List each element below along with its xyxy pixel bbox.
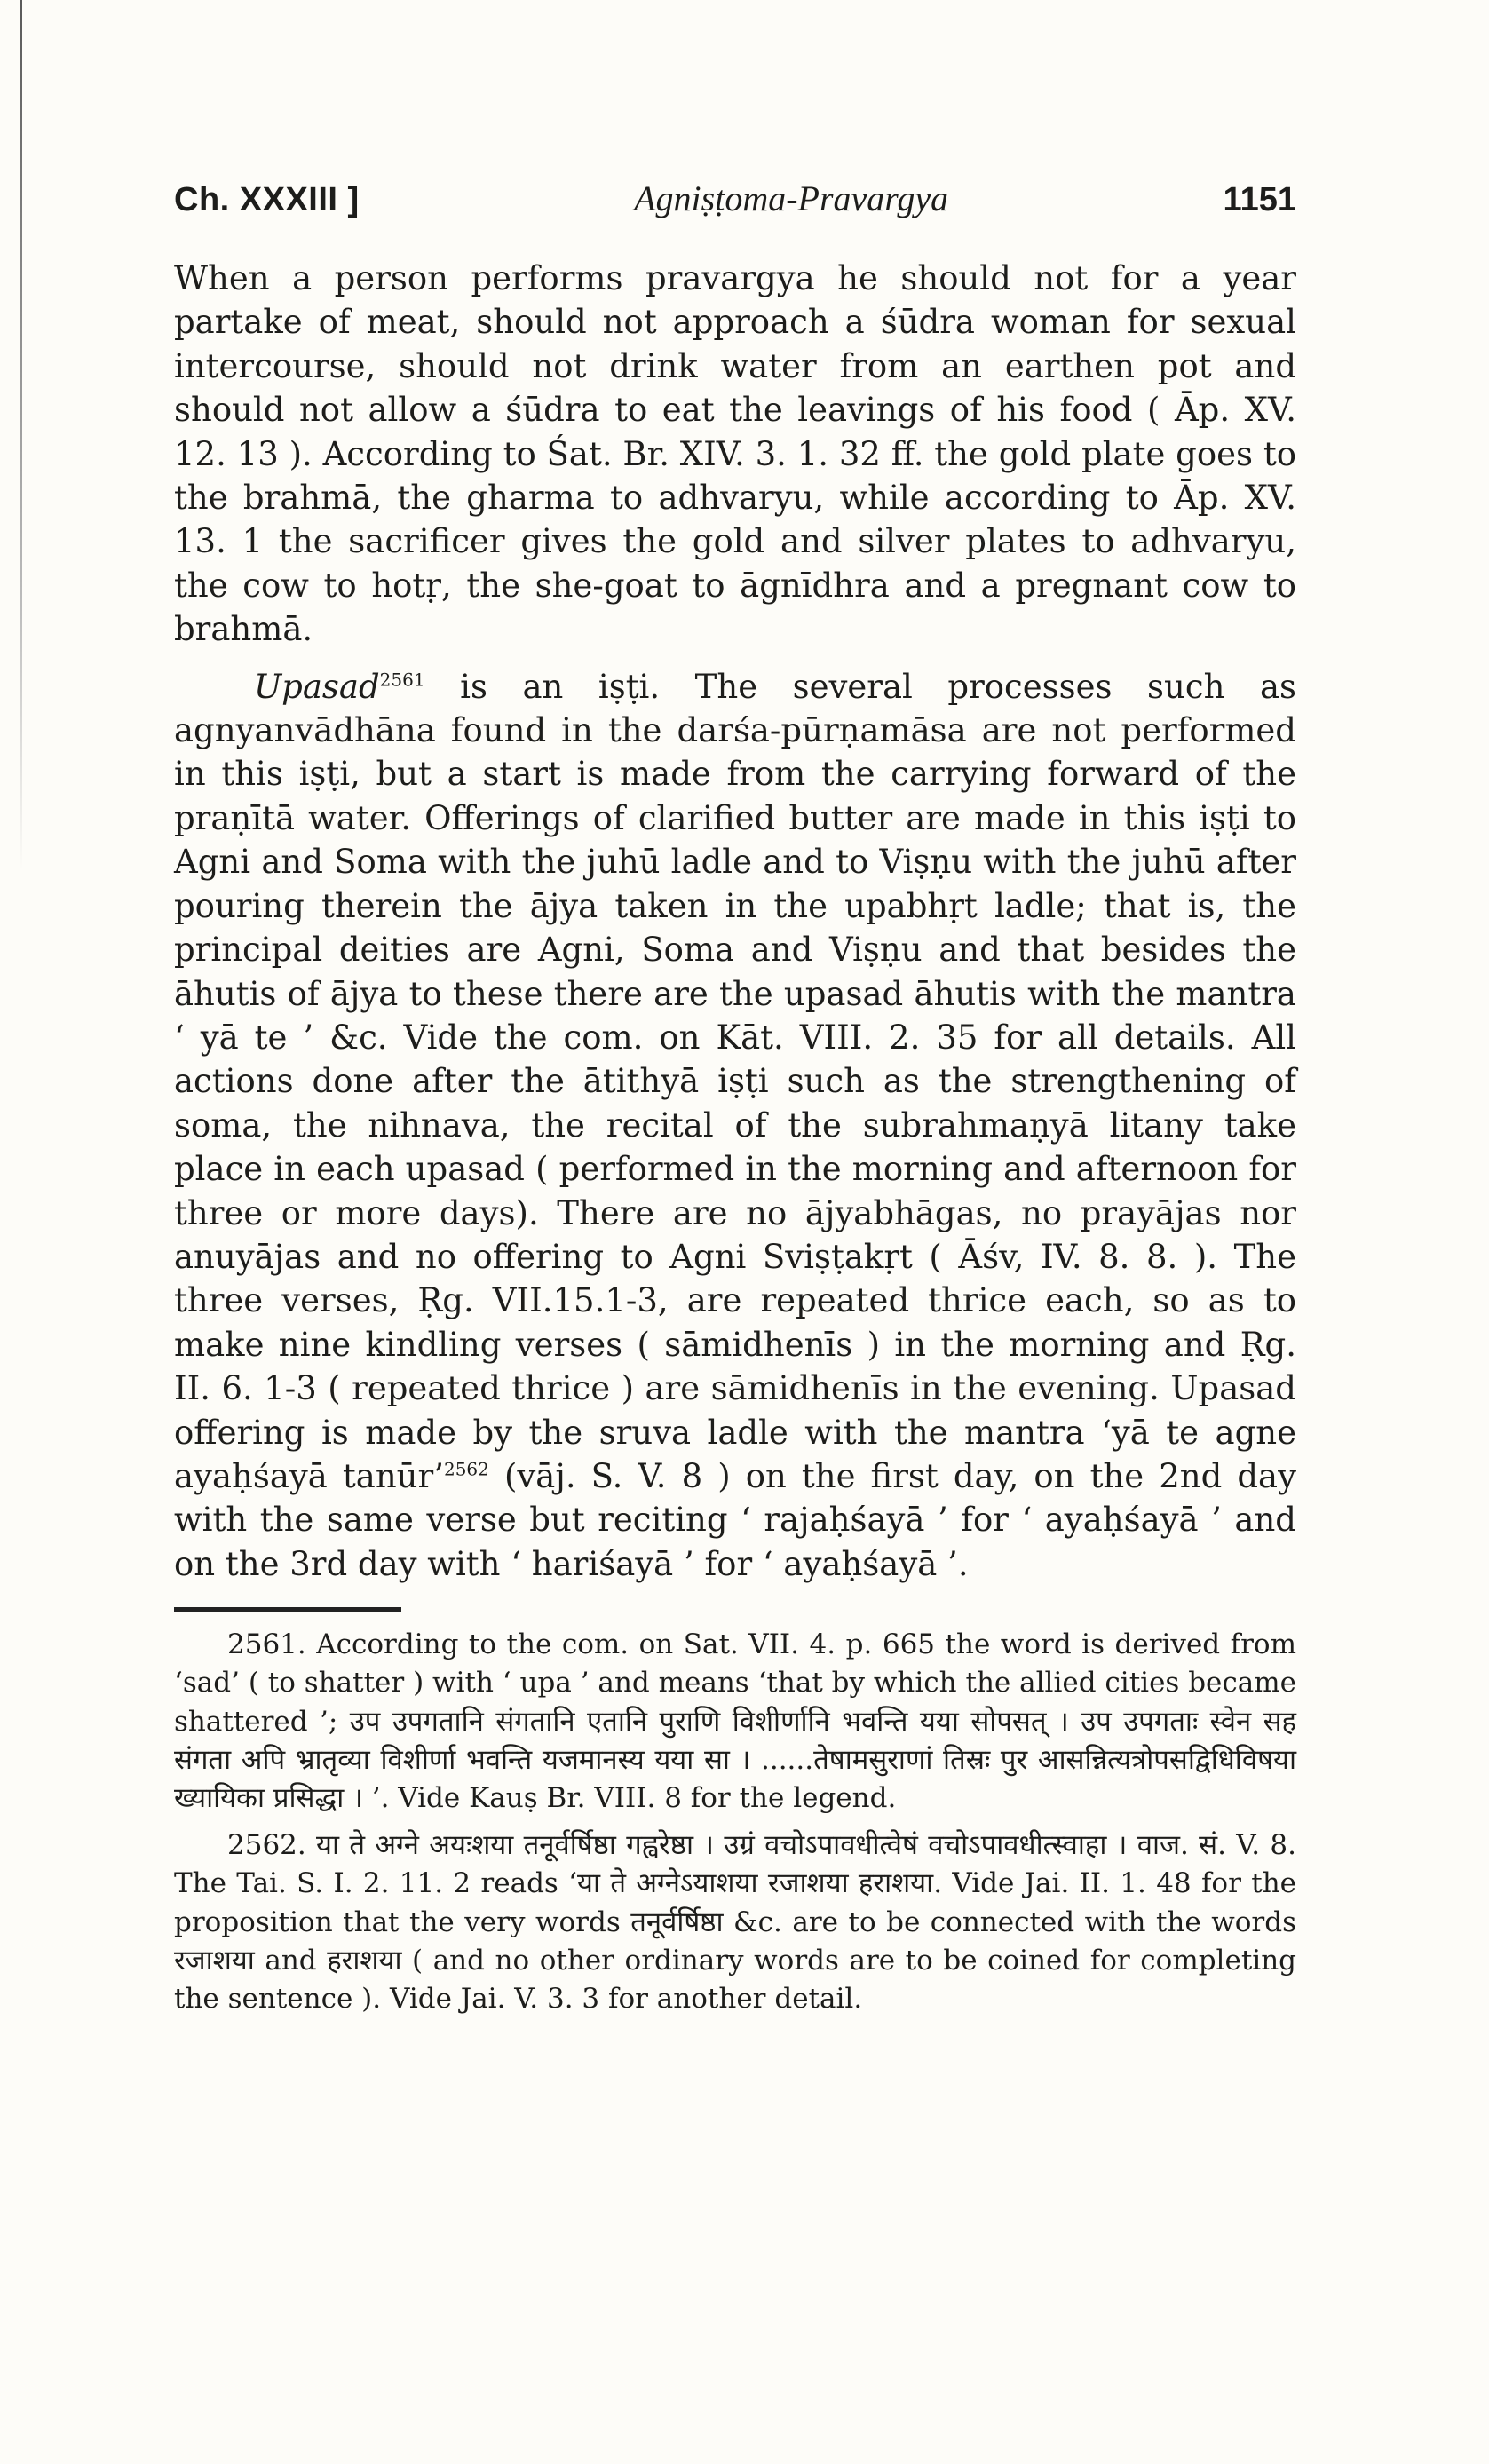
footnote-ref-2561[interactable]: 2561 <box>379 669 425 691</box>
page-header <box>174 178 1296 219</box>
chapter-label: Ch. XXXIII ] <box>174 181 360 218</box>
footnote-2561: 2561. According to the com. on Sat. VII. 4. p. 665 the word is derived from ‘sad’ ( to shatter ) with ‘ upa ’ and means ‘that by which the allied cities became shattered ’; उप उपगतानि संगतानि एतानि पुराणि विशीर्णानि भवन्ति यया सोपसत् । उप उपगताः स्वेन सह संगता अपि भ्रातृव्या विशीर्णा भवन्ति यजमानस्य यया सा । ......तेषामसुराणां तिस्रः पुर आसन्नित्यत्रोपसद्विधिविषया ख्यायिका प्रसिद्धा । ’. Vide Kauṣ Br. VIII. 8 for the legend. <box>174 1628 1296 1814</box>
upasad-text-part1: is an iṣṭi. The several processes such as agnyanvādhāna found in the darśa-pūrṇamāsa are not performed in this iṣṭi, but a start is made from the carrying forward of the praṇītā water. Offerings of clarified butter are made in this iṣṭi to Agni and Soma with the juhū ladle and to Viṣṇu with the juhū after pouring therein the ājya taken in the upabhṛt ladle; that is, the principal deities are Agni, Soma and Viṣṇu and that besides the āhutis of ājya to these there are the upasad āhutis with the mantra ‘ yā te ’ &c. Vide the com. on Kāt. VIII. 2. 35 for all details. All actions done after the ātithyā iṣṭi such as the strengthening of soma, the nihnava, the recital of the subrahmaṇyā litany take place in each upasad ( performed in the morning and afternoon for three or more days). There are no ājyabhāgas, no prayājas nor anuyājas and no offering to Agni Sviṣṭakṛt ( Āśv, IV. 8. 8. ). The three verses, Ṛg. VII.15.1-3, are repeated thrice each, so as to make nine kindling verses ( sāmidhenīs ) in the morning and Ṛg. II. 6. 1-3 ( repeated thrice ) are sāmidhenīs in the evening. Upasad offering is made by the sruva ladle with the mantra ‘yā te agne ayaḥśayā tanūr’ <box>174 667 1296 1495</box>
main-text <box>174 257 1296 1586</box>
term-upasad: Upasad <box>254 667 380 706</box>
page-number: 1151 <box>1223 181 1296 218</box>
scan-edge-shadow <box>20 0 22 870</box>
paragraph-pravargya-rules: When a person performs pravargya he should not for a year partake of meat, should not approach a śūdra woman for sexual intercourse, should not drink water from an earthen pot and should not allow a śūdra to eat the leavings of his food ( Āp. XV. 12. 13 ). According to Śat. Br. XIV. 3. 1. 32 ff. the gold plate goes to the brahmā, the gharma to adhvaryu, while according to Āp. XV. 13. 1 the sacrificer gives the gold and silver plates to adhvaryu, the cow to hotṛ, the she-goat to āgnīdhra and a pregnant cow to brahmā. <box>174 259 1296 649</box>
running-title: Agniṣṭoma-Pravargya <box>634 178 949 218</box>
upasad-text-part2: (vāj. S. V. 8 ) on the first day, on the 2nd day with the same verse but reciting ‘ rajaḥśayā ’ for ‘ ayaḥśayā ’ and on the 3rd day with ‘ hariśayā ’ for ‘ ayaḥśayā ’. <box>174 1456 1297 1583</box>
footnote-divider <box>174 1607 401 1612</box>
footnotes <box>174 1626 1296 2018</box>
paragraph-upasad <box>174 665 1296 1587</box>
book-page <box>174 178 1296 2018</box>
footnote-2562: 2562. या ते अग्ने अयःशया तनूर्वर्षिष्ठा गह्वरेष्ठा । उग्रं वचोऽपावधीत्वेषं वचोऽपावधीत्स्वाहा । वाज. सं. V. 8. The Tai. S. I. 2. 11. 2 reads ‘या ते अग्नेऽयाशया रजाशया हराशया. Vide Jai. II. 1. 48 for the proposition that the very words तनूर्वर्षिष्ठा &c. are to be connected with the words रजाशया and हराशया ( and no other ordinary words are to be coined for completing the sentence ). Vide Jai. V. 3. 3 for another detail. <box>174 1829 1296 2016</box>
footnote-ref-2562[interactable]: 2562 <box>443 1458 489 1480</box>
